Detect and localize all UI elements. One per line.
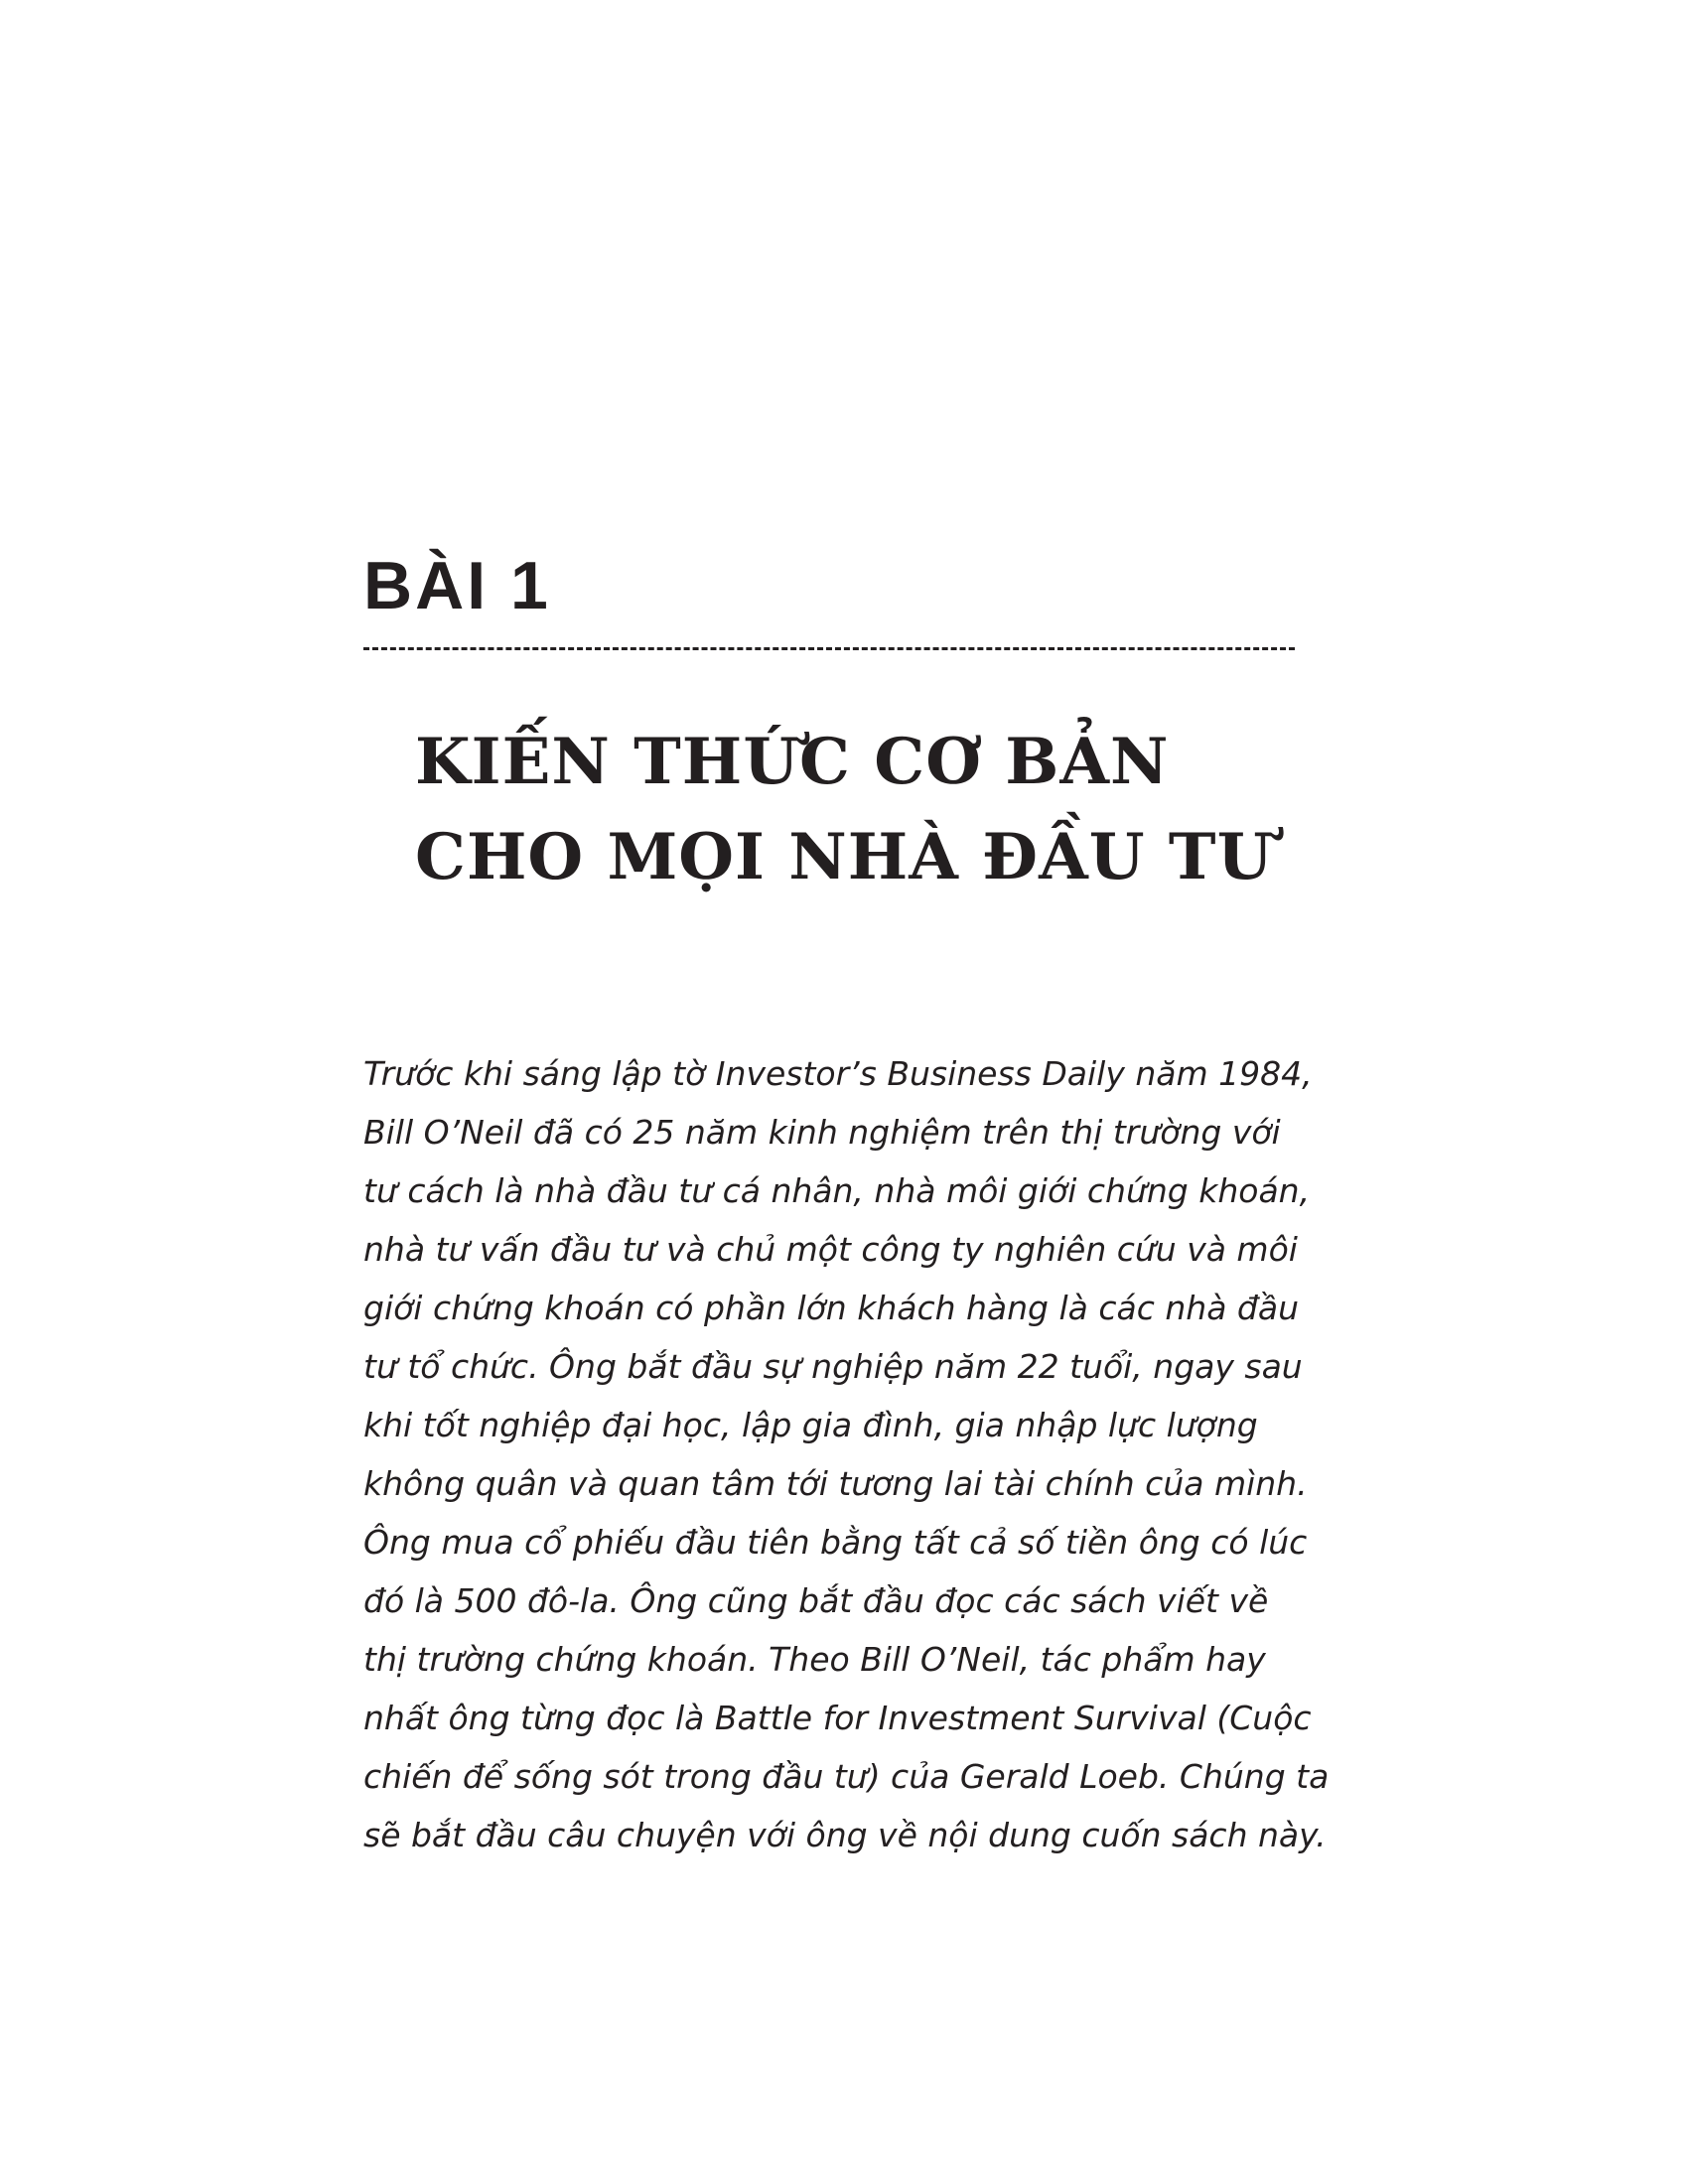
intro-line: chiến để sống sót trong đầu tư) của Gerald Loeb. Chúng ta	[363, 1757, 1330, 1796]
intro-line: đó là 500 đô-la. Ông cũng bắt đầu đọc các sách viết về	[363, 1581, 1269, 1620]
intro-line: khi tốt nghiệp đại học, lập gia đình, gia nhập lực lượng	[363, 1406, 1258, 1444]
chapter-title-line: CHO MỌI NHÀ ĐẦU TƯ	[415, 820, 1274, 894]
intro-line: Trước khi sáng lập tờ Investor’s Business Daily năm 1984,	[363, 1054, 1313, 1093]
intro-line: giới chứng khoán có phần lớn khách hàng là các nhà đầu	[363, 1289, 1299, 1327]
intro-paragraph	[363, 1044, 1330, 1864]
intro-line: tư cách là nhà đầu tư cá nhân, nhà môi giới chứng khoán,	[363, 1171, 1311, 1210]
lesson-label: BÀI 1	[363, 548, 551, 623]
chapter-title	[415, 715, 1273, 905]
intro-line: sẽ bắt đầu câu chuyện với ông về nội dung cuốn sách này.	[363, 1816, 1327, 1854]
intro-line: không quân và quan tâm tới tương lai tài chính của mình.	[363, 1464, 1308, 1503]
intro-line: thị trường chứng khoán. Theo Bill O’Neil, tác phẩm hay	[363, 1640, 1266, 1679]
intro-line: Bill O’Neil đã có 25 năm kinh nghiệm trên thị trường với	[363, 1113, 1281, 1152]
intro-line: tư tổ chức. Ông bắt đầu sự nghiệp năm 22 tuổi, ngay sau	[363, 1347, 1303, 1386]
chapter-title-line: KIẾN THỨC CƠ BẢN	[415, 725, 1170, 799]
intro-line: nhất ông từng đọc là Battle for Investment Survival (Cuộc	[363, 1699, 1312, 1737]
dashed-divider	[363, 647, 1295, 650]
intro-line: Ông mua cổ phiếu đầu tiên bằng tất cả số tiền ông có lúc	[363, 1523, 1308, 1562]
intro-line: nhà tư vấn đầu tư và chủ một công ty nghiên cứu và môi	[363, 1230, 1298, 1269]
